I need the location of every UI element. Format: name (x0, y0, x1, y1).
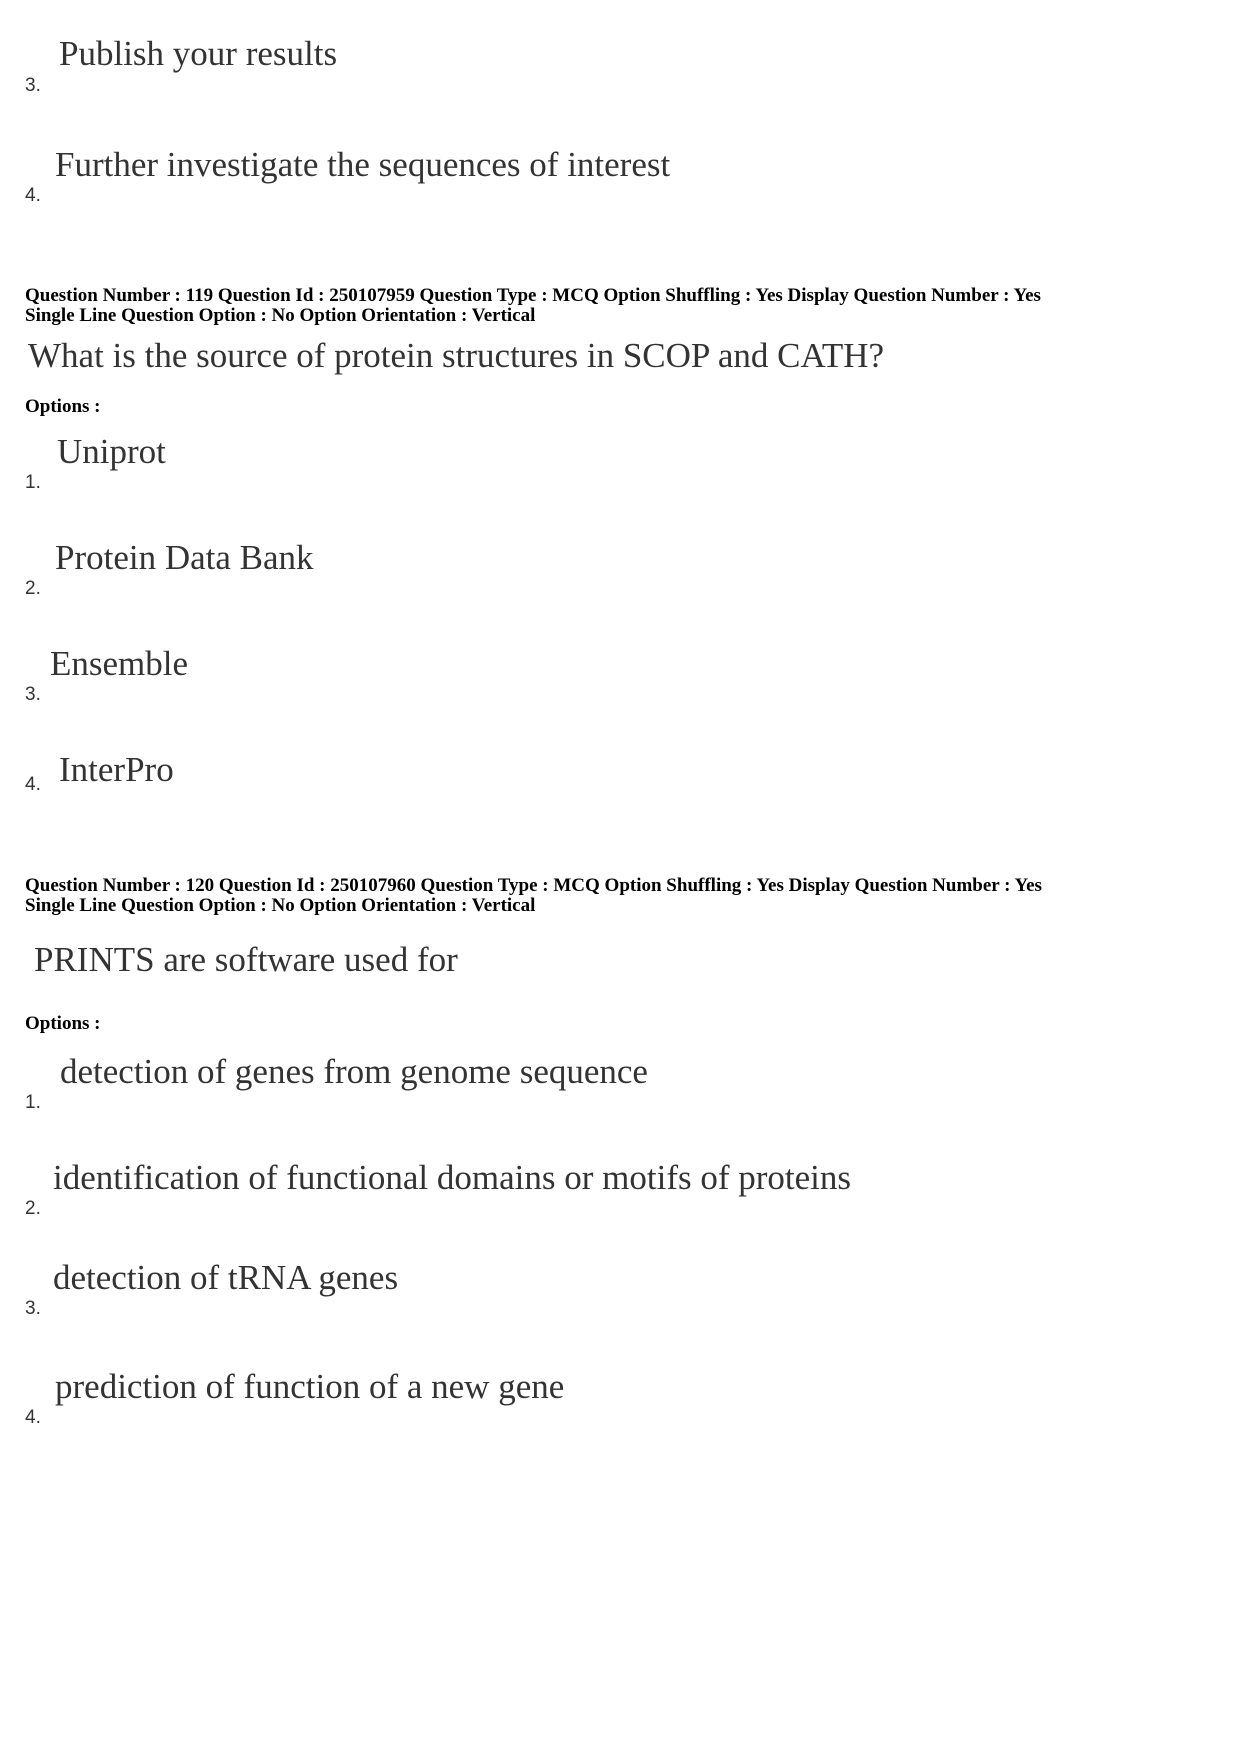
option-number: 2. (25, 578, 41, 599)
option-number: 3. (25, 75, 41, 96)
option-number: 4. (25, 185, 41, 206)
option-number: 3. (25, 1298, 41, 1319)
options-label: Options : (25, 396, 101, 417)
options-label: Options : (25, 1013, 101, 1034)
question-text: PRINTS are software used for (34, 940, 458, 979)
option-number: 4. (25, 774, 41, 795)
question-meta-line2: Single Line Question Option : No Option Orientation : Vertical (25, 305, 536, 326)
question-meta-line1: Question Number : 120 Question Id : 250107960 Question Type : MCQ Option Shuffling : Yes Display Question Number : Yes (25, 875, 1042, 896)
option-text: detection of tRNA genes (53, 1258, 399, 1297)
option-number: 2. (25, 1198, 41, 1219)
option-number: 3. (25, 684, 41, 705)
option-text: Publish your results (59, 34, 338, 73)
option-text: prediction of function of a new gene (55, 1367, 565, 1406)
option-number: 1. (25, 1092, 41, 1113)
option-text: identification of functional domains or motifs of proteins (53, 1158, 852, 1197)
option-number: 1. (25, 472, 41, 493)
question-meta-line2: Single Line Question Option : No Option Orientation : Vertical (25, 895, 536, 916)
option-text: Ensemble (50, 644, 189, 683)
question-meta-line1: Question Number : 119 Question Id : 250107959 Question Type : MCQ Option Shuffling : Yes Display Question Number : Yes (25, 285, 1041, 306)
question-text: What is the source of protein structures in SCOP and CATH? (28, 336, 885, 375)
option-number: 4. (25, 1407, 41, 1428)
option-text: Further investigate the sequences of interest (55, 145, 671, 184)
option-text: Uniprot (57, 432, 166, 471)
option-text: InterPro (59, 750, 174, 789)
option-text: Protein Data Bank (55, 538, 314, 577)
option-text: detection of genes from genome sequence (60, 1052, 648, 1091)
